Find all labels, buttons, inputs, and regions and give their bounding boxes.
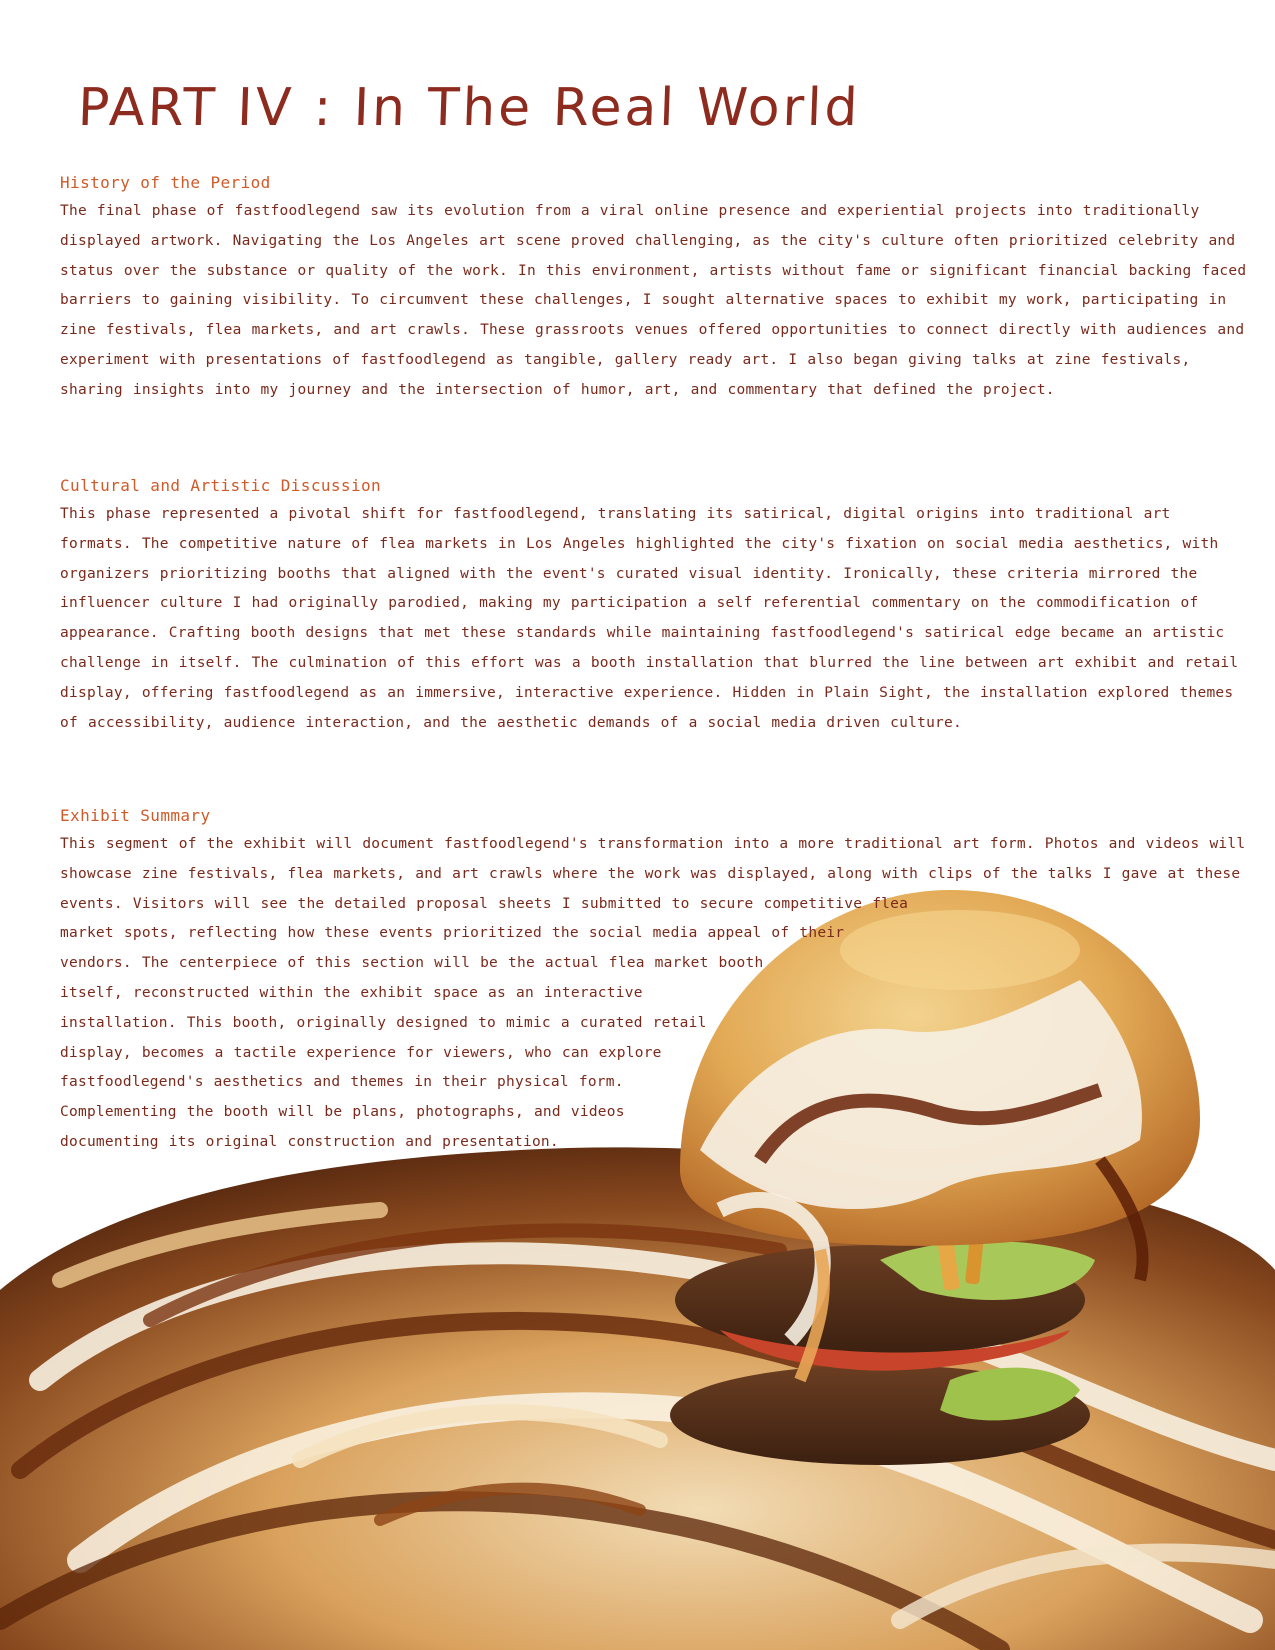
body-line: market spots, reflecting how these events prioritized the social media appeal of their: [60, 925, 845, 942]
section-heading: Cultural and Artistic Discussion: [60, 476, 382, 495]
body-line: installation. This booth, originally designed to mimic a curated retail: [60, 1014, 707, 1031]
body-line: fastfoodlegend's aesthetics and themes in their physical form.: [60, 1074, 624, 1091]
history-section: [60, 173, 1250, 406]
body-text: This segment of the exhibit will document fastfoodlegend's transformation into a more traditional art form. Photos and videos will showcase zine festivals, flea markets, and art crawls where the work was displayed, along with clips of the talks I gave at these events. Visitors will see the detailed proposal sheets I submitted to secure competitive flea: [60, 836, 1246, 912]
body-line: documenting its original construction and presentation.: [60, 1133, 559, 1150]
section-heading: Exhibit Summary: [60, 806, 211, 825]
body-line: itself, reconstructed within the exhibit space as an interactive: [60, 984, 643, 1001]
section-body: The final phase of fastfoodlegend saw its evolution from a viral online presence and experiential projects into traditionally displayed artwork. Navigating the Los Angeles art scene proved challenging, as the city's culture often prioritized celebrity and status over the substance or quality of the work. In this environment, artists without fame or significant financial backing faced barriers to gaining visibility. To circumvent these challenges, I sought alternative spaces to exhibit my work, participating in zine festivals, flea markets, and art crawls. These grassroots venues offered opportunities to connect directly with audiences and experiment with presentations of fastfoodlegend as tangible, gallery ready art. I also began giving talks at zine festivals, sharing insights into my journey and the intersection of humor, art, and commentary that defined the project.: [60, 203, 1247, 398]
body-line: Complementing the booth will be plans, photographs, and videos: [60, 1104, 625, 1121]
exhibit-summary-section: [60, 806, 1250, 1158]
section-body: [60, 830, 1250, 1158]
cultural-discussion-section: [60, 476, 1250, 738]
section-heading: History of the Period: [60, 173, 271, 192]
page-title: PART IV : In The Real World: [76, 78, 862, 138]
body-line: display, becomes a tactile experience for viewers, who can explore: [60, 1044, 662, 1061]
body-line: vendors. The centerpiece of this section will be the actual flea market booth: [60, 955, 764, 972]
section-body: This phase represented a pivotal shift for fastfoodlegend, translating its satirical, digital origins into traditional art formats. The competitive nature of flea markets in Los Angeles highlighted the city's fixation on social media aesthetics, with organizers prioritizing booths that aligned with the event's curated visual identity. Ironically, these criteria mirrored the influencer culture I had originally parodied, making my participation a self referential commentary on the commodification of appearance. Crafting booth designs that met these standards while maintaining fastfoodlegend's satirical edge became an artistic challenge in itself. The culmination of this effort was a booth installation that blurred the line between art exhibit and retail display, offering fastfoodlegend as an immersive, interactive experience. Hidden in Plain Sight, the installation explored themes of accessibility, audience interaction, and the aesthetic demands of a social media driven culture.: [60, 506, 1239, 731]
